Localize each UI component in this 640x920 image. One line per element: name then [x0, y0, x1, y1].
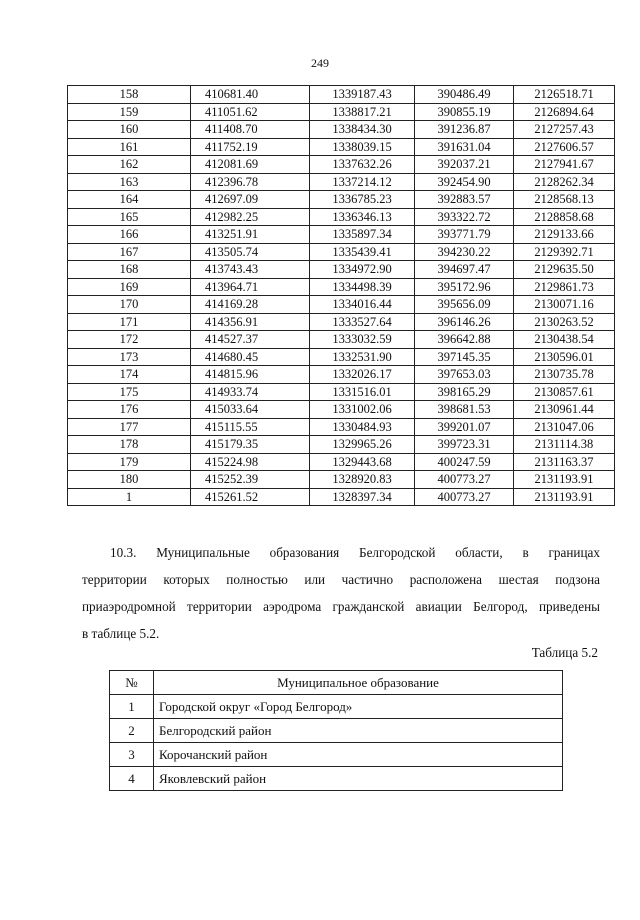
municipal-table-header-row	[110, 671, 563, 695]
municipality-name-cell: Яковлевский район	[154, 767, 563, 791]
table-row	[110, 695, 563, 719]
x-coordinate-2-cell: 400773.27	[415, 488, 514, 506]
point-number-cell: 164	[68, 191, 191, 209]
y-coordinate-1-cell: 1331002.06	[310, 401, 415, 419]
x-coordinate-1-cell: 411752.19	[191, 138, 310, 156]
point-number-cell: 161	[68, 138, 191, 156]
y-coordinate-1-cell: 1337214.12	[310, 173, 415, 191]
point-number-cell: 178	[68, 436, 191, 454]
point-number-cell: 160	[68, 121, 191, 139]
x-coordinate-1-cell: 413505.74	[191, 243, 310, 261]
x-coordinate-2-cell: 395656.09	[415, 296, 514, 314]
table-row	[68, 121, 615, 139]
x-coordinate-1-cell: 411408.70	[191, 121, 310, 139]
point-number-cell: 159	[68, 103, 191, 121]
table-row	[68, 208, 615, 226]
point-number-cell: 158	[68, 86, 191, 104]
x-coordinate-1-cell: 414356.91	[191, 313, 310, 331]
table-row	[68, 173, 615, 191]
x-coordinate-1-cell: 411051.62	[191, 103, 310, 121]
x-coordinate-2-cell: 393771.79	[415, 226, 514, 244]
page-number: 249	[311, 56, 329, 70]
municipal-table	[109, 670, 563, 791]
point-number-cell: 168	[68, 261, 191, 279]
y-coordinate-2-cell: 2131163.37	[514, 453, 615, 471]
x-coordinate-2-cell: 390486.49	[415, 86, 514, 104]
municipality-name-cell: Корочанский район	[154, 743, 563, 767]
y-coordinate-1-cell: 1338039.15	[310, 138, 415, 156]
paragraph-line-1: 10.3. Муниципальные образования Белгородской области, в границах	[110, 545, 600, 560]
point-number-cell: 174	[68, 366, 191, 384]
x-coordinate-2-cell: 399201.07	[415, 418, 514, 436]
point-number-cell: 167	[68, 243, 191, 261]
y-coordinate-1-cell: 1328397.34	[310, 488, 415, 506]
y-coordinate-2-cell: 2131114.38	[514, 436, 615, 454]
y-coordinate-2-cell: 2129635.50	[514, 261, 615, 279]
x-coordinate-2-cell: 394697.47	[415, 261, 514, 279]
point-number-cell: 166	[68, 226, 191, 244]
point-number-cell: 1	[68, 488, 191, 506]
point-number-cell: 169	[68, 278, 191, 296]
table-row	[110, 767, 563, 791]
y-coordinate-2-cell: 2126894.64	[514, 103, 615, 121]
x-coordinate-2-cell: 391236.87	[415, 121, 514, 139]
municipality-name-cell: Городской округ «Город Белгород»	[154, 695, 563, 719]
x-coordinate-1-cell: 415115.55	[191, 418, 310, 436]
y-coordinate-2-cell: 2126518.71	[514, 86, 615, 104]
x-coordinate-1-cell: 410681.40	[191, 86, 310, 104]
x-coordinate-1-cell: 412081.69	[191, 156, 310, 174]
coordinates-table	[67, 85, 615, 506]
y-coordinate-1-cell: 1338434.30	[310, 121, 415, 139]
x-coordinate-2-cell: 391631.04	[415, 138, 514, 156]
point-number-cell: 170	[68, 296, 191, 314]
y-coordinate-1-cell: 1335439.41	[310, 243, 415, 261]
y-coordinate-2-cell: 2127606.57	[514, 138, 615, 156]
y-coordinate-2-cell: 2128568.13	[514, 191, 615, 209]
x-coordinate-1-cell: 414169.28	[191, 296, 310, 314]
point-number-cell: 163	[68, 173, 191, 191]
x-coordinate-2-cell: 393322.72	[415, 208, 514, 226]
x-coordinate-2-cell: 399723.31	[415, 436, 514, 454]
y-coordinate-1-cell: 1328920.83	[310, 471, 415, 489]
table-row	[68, 138, 615, 156]
x-coordinate-2-cell: 396146.26	[415, 313, 514, 331]
table-row	[68, 226, 615, 244]
table-row	[68, 191, 615, 209]
x-coordinate-2-cell: 398165.29	[415, 383, 514, 401]
table-row	[68, 313, 615, 331]
table-row	[68, 453, 615, 471]
paragraph-line-3: приаэродромной территории аэродрома гражданской авиации Белгород, приведены	[82, 599, 600, 614]
table-row	[68, 348, 615, 366]
y-coordinate-1-cell: 1332026.17	[310, 366, 415, 384]
table-caption: Таблица 5.2	[531, 645, 598, 660]
point-number-cell: 173	[68, 348, 191, 366]
y-coordinate-2-cell: 2129133.66	[514, 226, 615, 244]
y-coordinate-1-cell: 1338817.21	[310, 103, 415, 121]
y-coordinate-2-cell: 2131193.91	[514, 471, 615, 489]
x-coordinate-1-cell: 412982.25	[191, 208, 310, 226]
y-coordinate-2-cell: 2130735.78	[514, 366, 615, 384]
y-coordinate-2-cell: 2130857.61	[514, 383, 615, 401]
row-number-cell: 3	[110, 743, 154, 767]
y-coordinate-2-cell: 2131047.06	[514, 418, 615, 436]
x-coordinate-1-cell: 412396.78	[191, 173, 310, 191]
y-coordinate-1-cell: 1333527.64	[310, 313, 415, 331]
point-number-cell: 176	[68, 401, 191, 419]
x-coordinate-1-cell: 412697.09	[191, 191, 310, 209]
point-number-cell: 172	[68, 331, 191, 349]
y-coordinate-2-cell: 2130596.01	[514, 348, 615, 366]
y-coordinate-2-cell: 2129392.71	[514, 243, 615, 261]
x-coordinate-1-cell: 413743.43	[191, 261, 310, 279]
table-row	[68, 261, 615, 279]
y-coordinate-1-cell: 1334016.44	[310, 296, 415, 314]
y-coordinate-2-cell: 2130263.52	[514, 313, 615, 331]
table-row	[68, 331, 615, 349]
y-coordinate-1-cell: 1336346.13	[310, 208, 415, 226]
y-coordinate-2-cell: 2128262.34	[514, 173, 615, 191]
x-coordinate-1-cell: 415179.35	[191, 436, 310, 454]
y-coordinate-1-cell: 1329965.26	[310, 436, 415, 454]
municipality-name-cell: Белгородский район	[154, 719, 563, 743]
y-coordinate-2-cell: 2128858.68	[514, 208, 615, 226]
header-municipality: Муниципальное образование	[154, 671, 563, 695]
table-row	[68, 86, 615, 104]
table-row	[68, 488, 615, 506]
x-coordinate-1-cell: 415033.64	[191, 401, 310, 419]
table-row	[68, 243, 615, 261]
x-coordinate-1-cell: 413251.91	[191, 226, 310, 244]
y-coordinate-2-cell: 2130071.16	[514, 296, 615, 314]
x-coordinate-2-cell: 392883.57	[415, 191, 514, 209]
y-coordinate-1-cell: 1335897.34	[310, 226, 415, 244]
x-coordinate-2-cell: 396642.88	[415, 331, 514, 349]
x-coordinate-2-cell: 398681.53	[415, 401, 514, 419]
y-coordinate-2-cell: 2130438.54	[514, 331, 615, 349]
y-coordinate-1-cell: 1333032.59	[310, 331, 415, 349]
x-coordinate-1-cell: 414680.45	[191, 348, 310, 366]
table-row	[68, 418, 615, 436]
x-coordinate-1-cell: 414933.74	[191, 383, 310, 401]
point-number-cell: 177	[68, 418, 191, 436]
y-coordinate-1-cell: 1329443.68	[310, 453, 415, 471]
y-coordinate-2-cell: 2127257.43	[514, 121, 615, 139]
y-coordinate-1-cell: 1331516.01	[310, 383, 415, 401]
table-row	[68, 103, 615, 121]
table-row	[110, 719, 563, 743]
x-coordinate-2-cell: 392454.90	[415, 173, 514, 191]
y-coordinate-1-cell: 1334972.90	[310, 261, 415, 279]
x-coordinate-1-cell: 414815.96	[191, 366, 310, 384]
y-coordinate-2-cell: 2130961.44	[514, 401, 615, 419]
table-row	[68, 366, 615, 384]
y-coordinate-1-cell: 1336785.23	[310, 191, 415, 209]
x-coordinate-2-cell: 394230.22	[415, 243, 514, 261]
x-coordinate-1-cell: 414527.37	[191, 331, 310, 349]
y-coordinate-1-cell: 1339187.43	[310, 86, 415, 104]
paragraph-line-4: в таблице 5.2.	[82, 626, 160, 641]
table-row	[68, 296, 615, 314]
table-row	[68, 156, 615, 174]
x-coordinate-1-cell: 415224.98	[191, 453, 310, 471]
x-coordinate-2-cell: 400773.27	[415, 471, 514, 489]
y-coordinate-1-cell: 1332531.90	[310, 348, 415, 366]
y-coordinate-1-cell: 1334498.39	[310, 278, 415, 296]
table-row	[68, 471, 615, 489]
x-coordinate-1-cell: 415261.52	[191, 488, 310, 506]
x-coordinate-2-cell: 390855.19	[415, 103, 514, 121]
x-coordinate-2-cell: 395172.96	[415, 278, 514, 296]
x-coordinate-2-cell: 397145.35	[415, 348, 514, 366]
table-row	[68, 436, 615, 454]
y-coordinate-2-cell: 2127941.67	[514, 156, 615, 174]
paragraph-line-2: территории которых полностью или частично расположена шестая подзона	[82, 572, 600, 587]
x-coordinate-1-cell: 415252.39	[191, 471, 310, 489]
table-row	[68, 278, 615, 296]
x-coordinate-2-cell: 400247.59	[415, 453, 514, 471]
x-coordinate-1-cell: 413964.71	[191, 278, 310, 296]
table-row	[68, 401, 615, 419]
y-coordinate-1-cell: 1337632.26	[310, 156, 415, 174]
point-number-cell: 180	[68, 471, 191, 489]
x-coordinate-2-cell: 392037.21	[415, 156, 514, 174]
row-number-cell: 1	[110, 695, 154, 719]
point-number-cell: 162	[68, 156, 191, 174]
point-number-cell: 179	[68, 453, 191, 471]
point-number-cell: 165	[68, 208, 191, 226]
point-number-cell: 175	[68, 383, 191, 401]
row-number-cell: 4	[110, 767, 154, 791]
point-number-cell: 171	[68, 313, 191, 331]
row-number-cell: 2	[110, 719, 154, 743]
table-row	[68, 383, 615, 401]
y-coordinate-2-cell: 2131193.91	[514, 488, 615, 506]
x-coordinate-2-cell: 397653.03	[415, 366, 514, 384]
table-row	[110, 743, 563, 767]
header-number: №	[110, 671, 154, 695]
y-coordinate-2-cell: 2129861.73	[514, 278, 615, 296]
y-coordinate-1-cell: 1330484.93	[310, 418, 415, 436]
